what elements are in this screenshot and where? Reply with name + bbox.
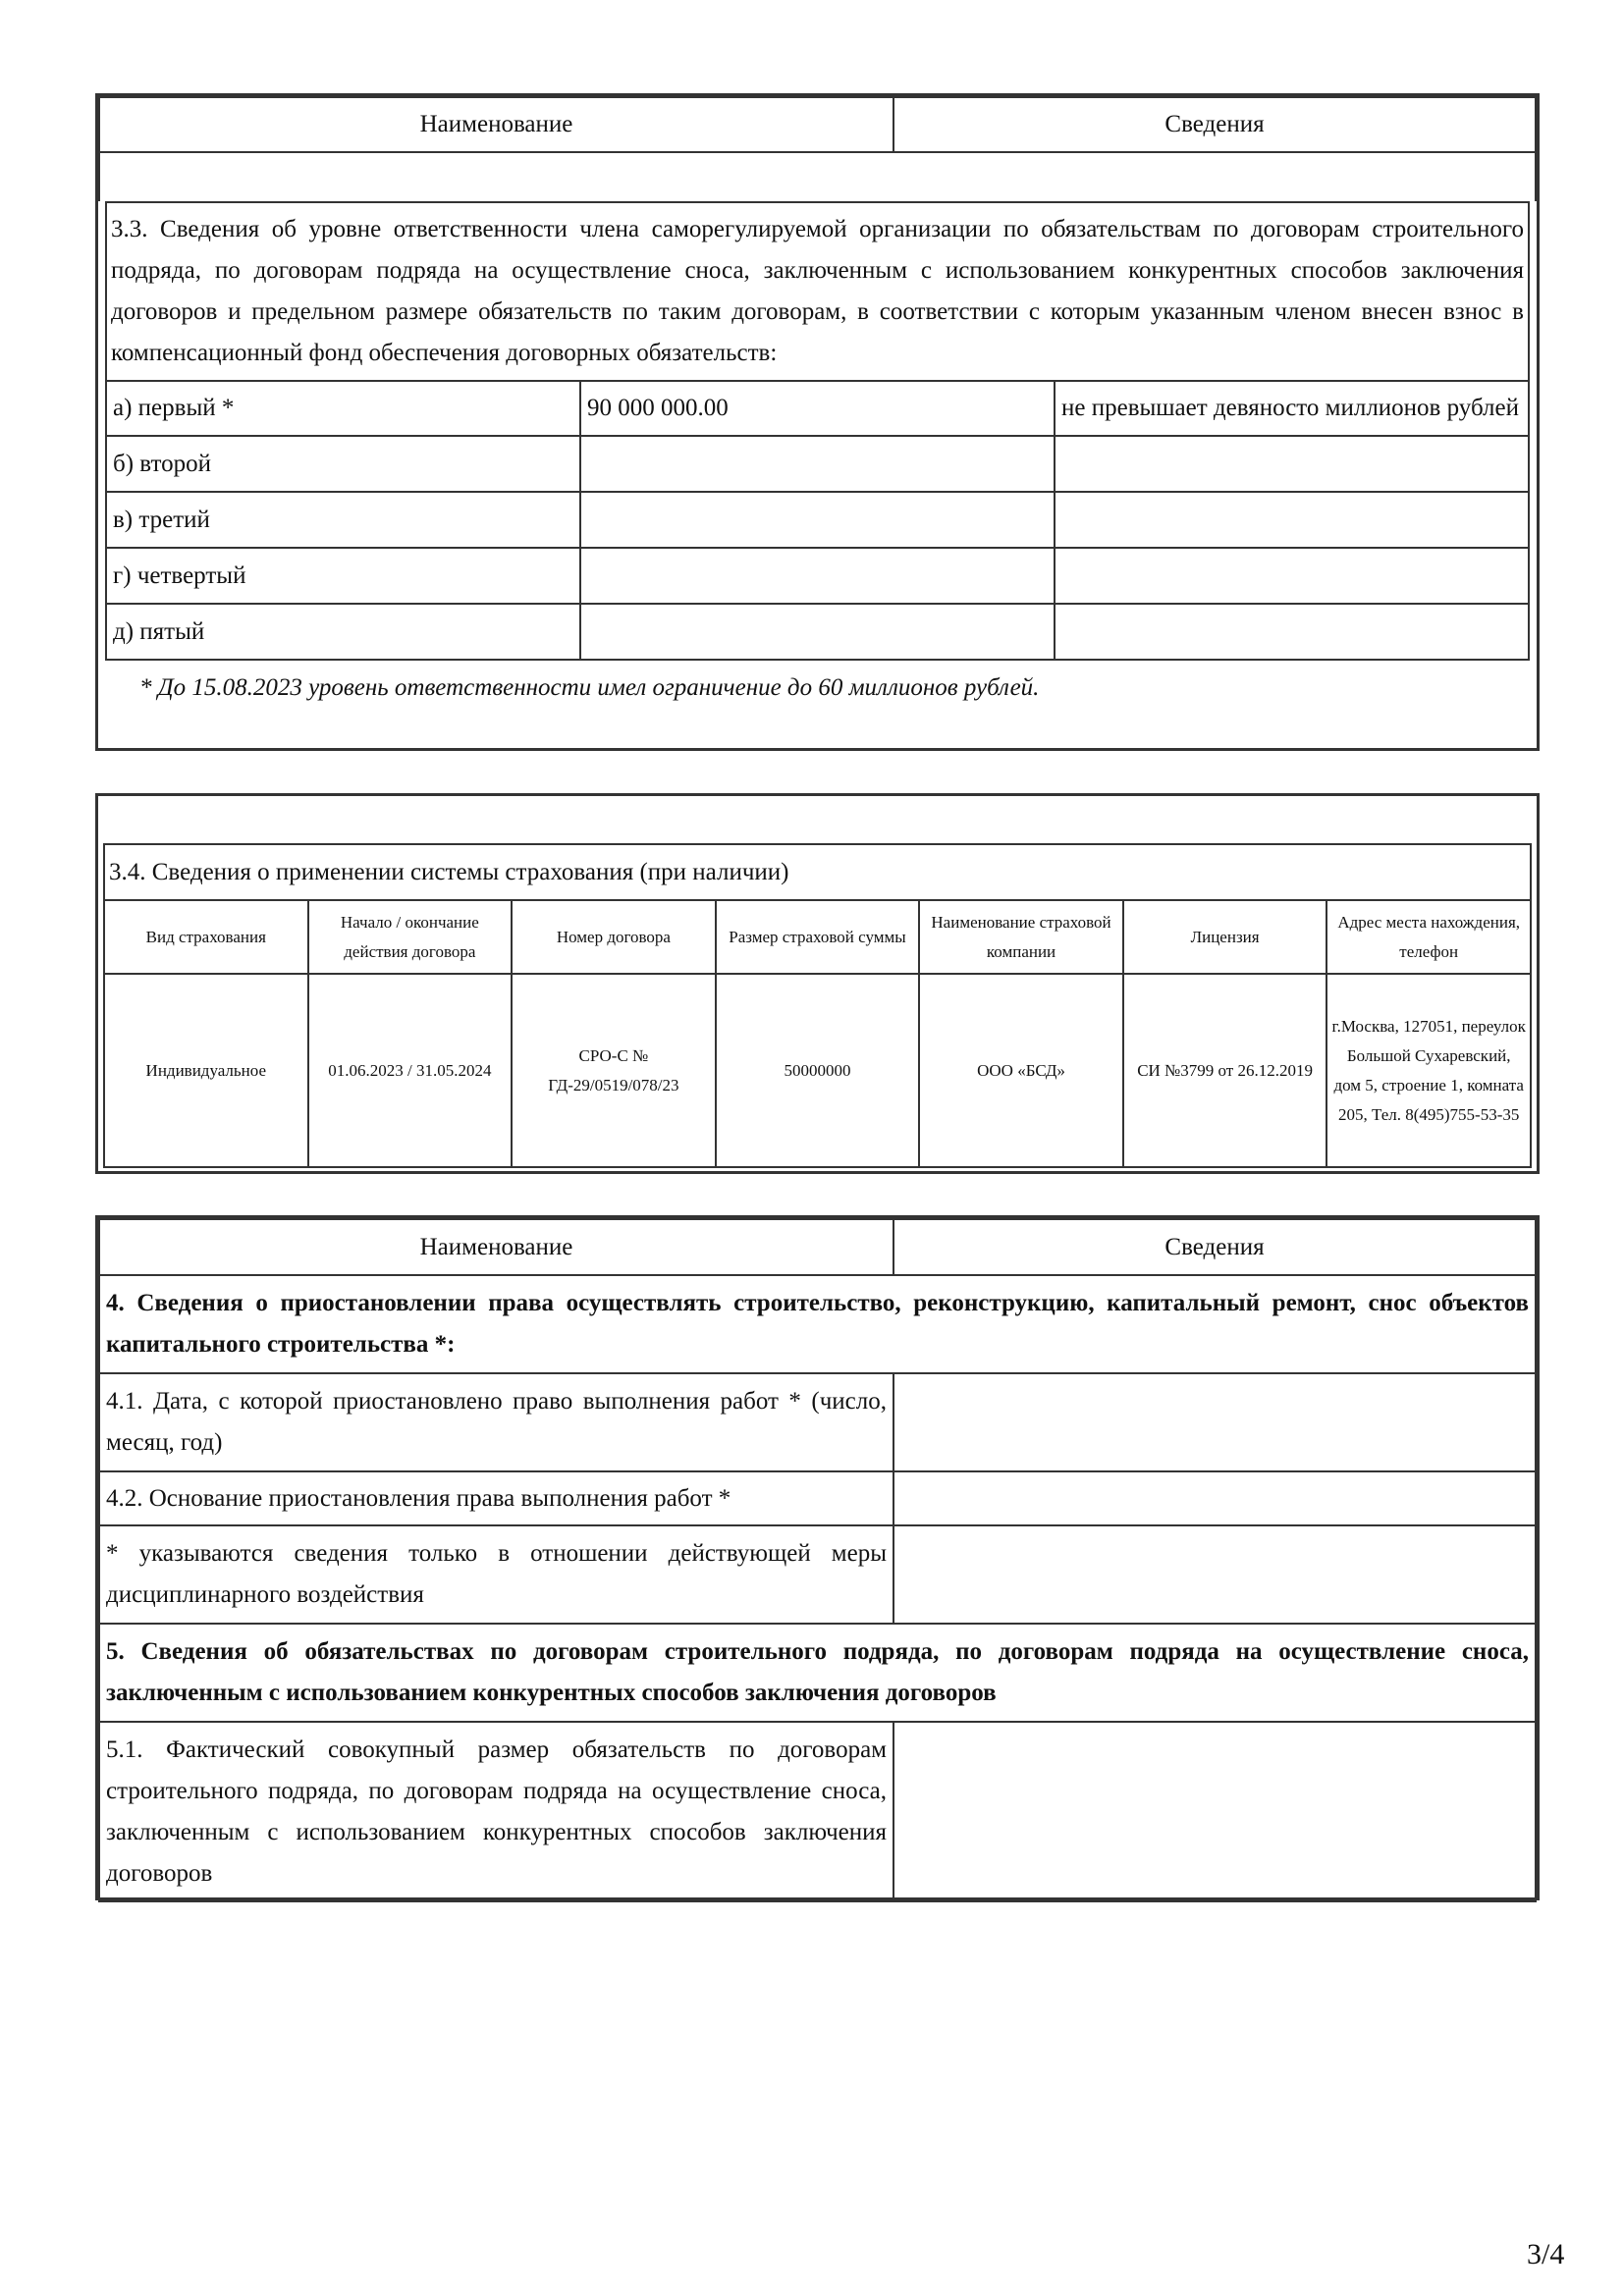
level: д) пятый <box>106 604 580 660</box>
suspension-section <box>95 1215 1540 1900</box>
table-row <box>106 604 1529 660</box>
column-header: Номер договора <box>512 900 716 974</box>
table-row <box>106 492 1529 548</box>
s4-r2: 4.2. Основание приостановления права выполнения работ * <box>99 1471 893 1525</box>
footnote: * До 15.08.2023 уровень ответственности имел ограничение до 60 миллионов рублей. <box>139 674 1040 701</box>
column-header: Размер страховой суммы <box>716 900 920 974</box>
amount <box>580 492 1055 548</box>
s33-text: 3.3. Сведения об уровне ответственности члена саморегулируемой организации по обязательствам по договорам строительного подряда, по договорам подряда на осуществление сноса, заключенным с использованием конкурентных способов заключения договоров и предельном размере обязательств по таким договорам, в соответствии с которым указанным членом внесен взнос в компенсационный фонд обеспечения договорных обязательств: <box>106 202 1529 381</box>
liability-section <box>95 93 1540 751</box>
s4-r2-value <box>893 1471 1536 1525</box>
column-header: Вид страхования <box>104 900 308 974</box>
column-header: Адрес места нахождения, телефон <box>1326 900 1531 974</box>
insurance-table <box>103 843 1532 1168</box>
s5-r1: 5.1. Фактический совокупный размер обязательств по договорам строительного подряда, по договорам подряда на осуществление сноса, заключенным с использованием конкурентных способов заключения договоров <box>99 1722 893 1901</box>
s4-note-value <box>893 1525 1536 1624</box>
s5-r1-value <box>893 1722 1536 1901</box>
level: б) второй <box>106 436 580 492</box>
column-header: Начало / окончание действия договора <box>308 900 513 974</box>
cell: 01.06.2023 / 31.05.2024 <box>308 974 513 1167</box>
amount <box>580 548 1055 604</box>
level: а) первый * <box>106 381 580 436</box>
column-header: Лицензия <box>1123 900 1327 974</box>
desc <box>1055 436 1529 492</box>
s5-title: 5. Сведения об обязательствах по договорам строительного подряда, по договорам подряда на осуществление сноса, заключенным с использованием конкурентных способов заключения договоров <box>99 1624 1536 1722</box>
amount: 90 000 000.00 <box>580 381 1055 436</box>
desc: не превышает девяносто миллионов рублей <box>1055 381 1529 436</box>
page-number: 3/4 <box>1527 2238 1565 2270</box>
table-row <box>106 436 1529 492</box>
level: г) четвертый <box>106 548 580 604</box>
empty-row <box>99 152 1536 201</box>
s4-title: 4. Сведения о приостановлении права осуществлять строительство, реконструкцию, капитальный ремонт, снос объектов капитального строительства *: <box>99 1275 1536 1373</box>
header-info: Сведения <box>893 97 1536 152</box>
header-name: Наименование <box>99 1219 893 1275</box>
desc <box>1055 604 1529 660</box>
s34-title: 3.4. Сведения о применении системы страхования (при наличии) <box>104 844 1531 900</box>
amount <box>580 436 1055 492</box>
desc <box>1055 548 1529 604</box>
header-name: Наименование <box>99 97 893 152</box>
cell: ООО «БСД» <box>919 974 1123 1167</box>
desc <box>1055 492 1529 548</box>
cell: г.Москва, 127051, переулок Большой Сухаревский, дом 5, строение 1, комната 205, Тел. 8(495)755-53-35 <box>1326 974 1531 1167</box>
s4-r1-value <box>893 1373 1536 1471</box>
s4-note: * указываются сведения только в отношении действующей меры дисциплинарного воздействия <box>99 1525 893 1624</box>
column-header: Наименование страховой компании <box>919 900 1123 974</box>
liability-table <box>105 201 1530 661</box>
table-row <box>106 548 1529 604</box>
amount <box>580 604 1055 660</box>
cell: СИ №3799 от 26.12.2019 <box>1123 974 1327 1167</box>
header-info: Сведения <box>893 1219 1536 1275</box>
s4-r1: 4.1. Дата, с которой приостановлено право выполнения работ * (число, месяц, год) <box>99 1373 893 1471</box>
level: в) третий <box>106 492 580 548</box>
table-row <box>106 381 1529 436</box>
cell: 50000000 <box>716 974 920 1167</box>
insurance-section <box>95 793 1540 1174</box>
cell: СРО-С № ГД-29/0519/078/23 <box>512 974 716 1167</box>
cell: Индивидуальное <box>104 974 308 1167</box>
table-row <box>104 974 1531 1167</box>
